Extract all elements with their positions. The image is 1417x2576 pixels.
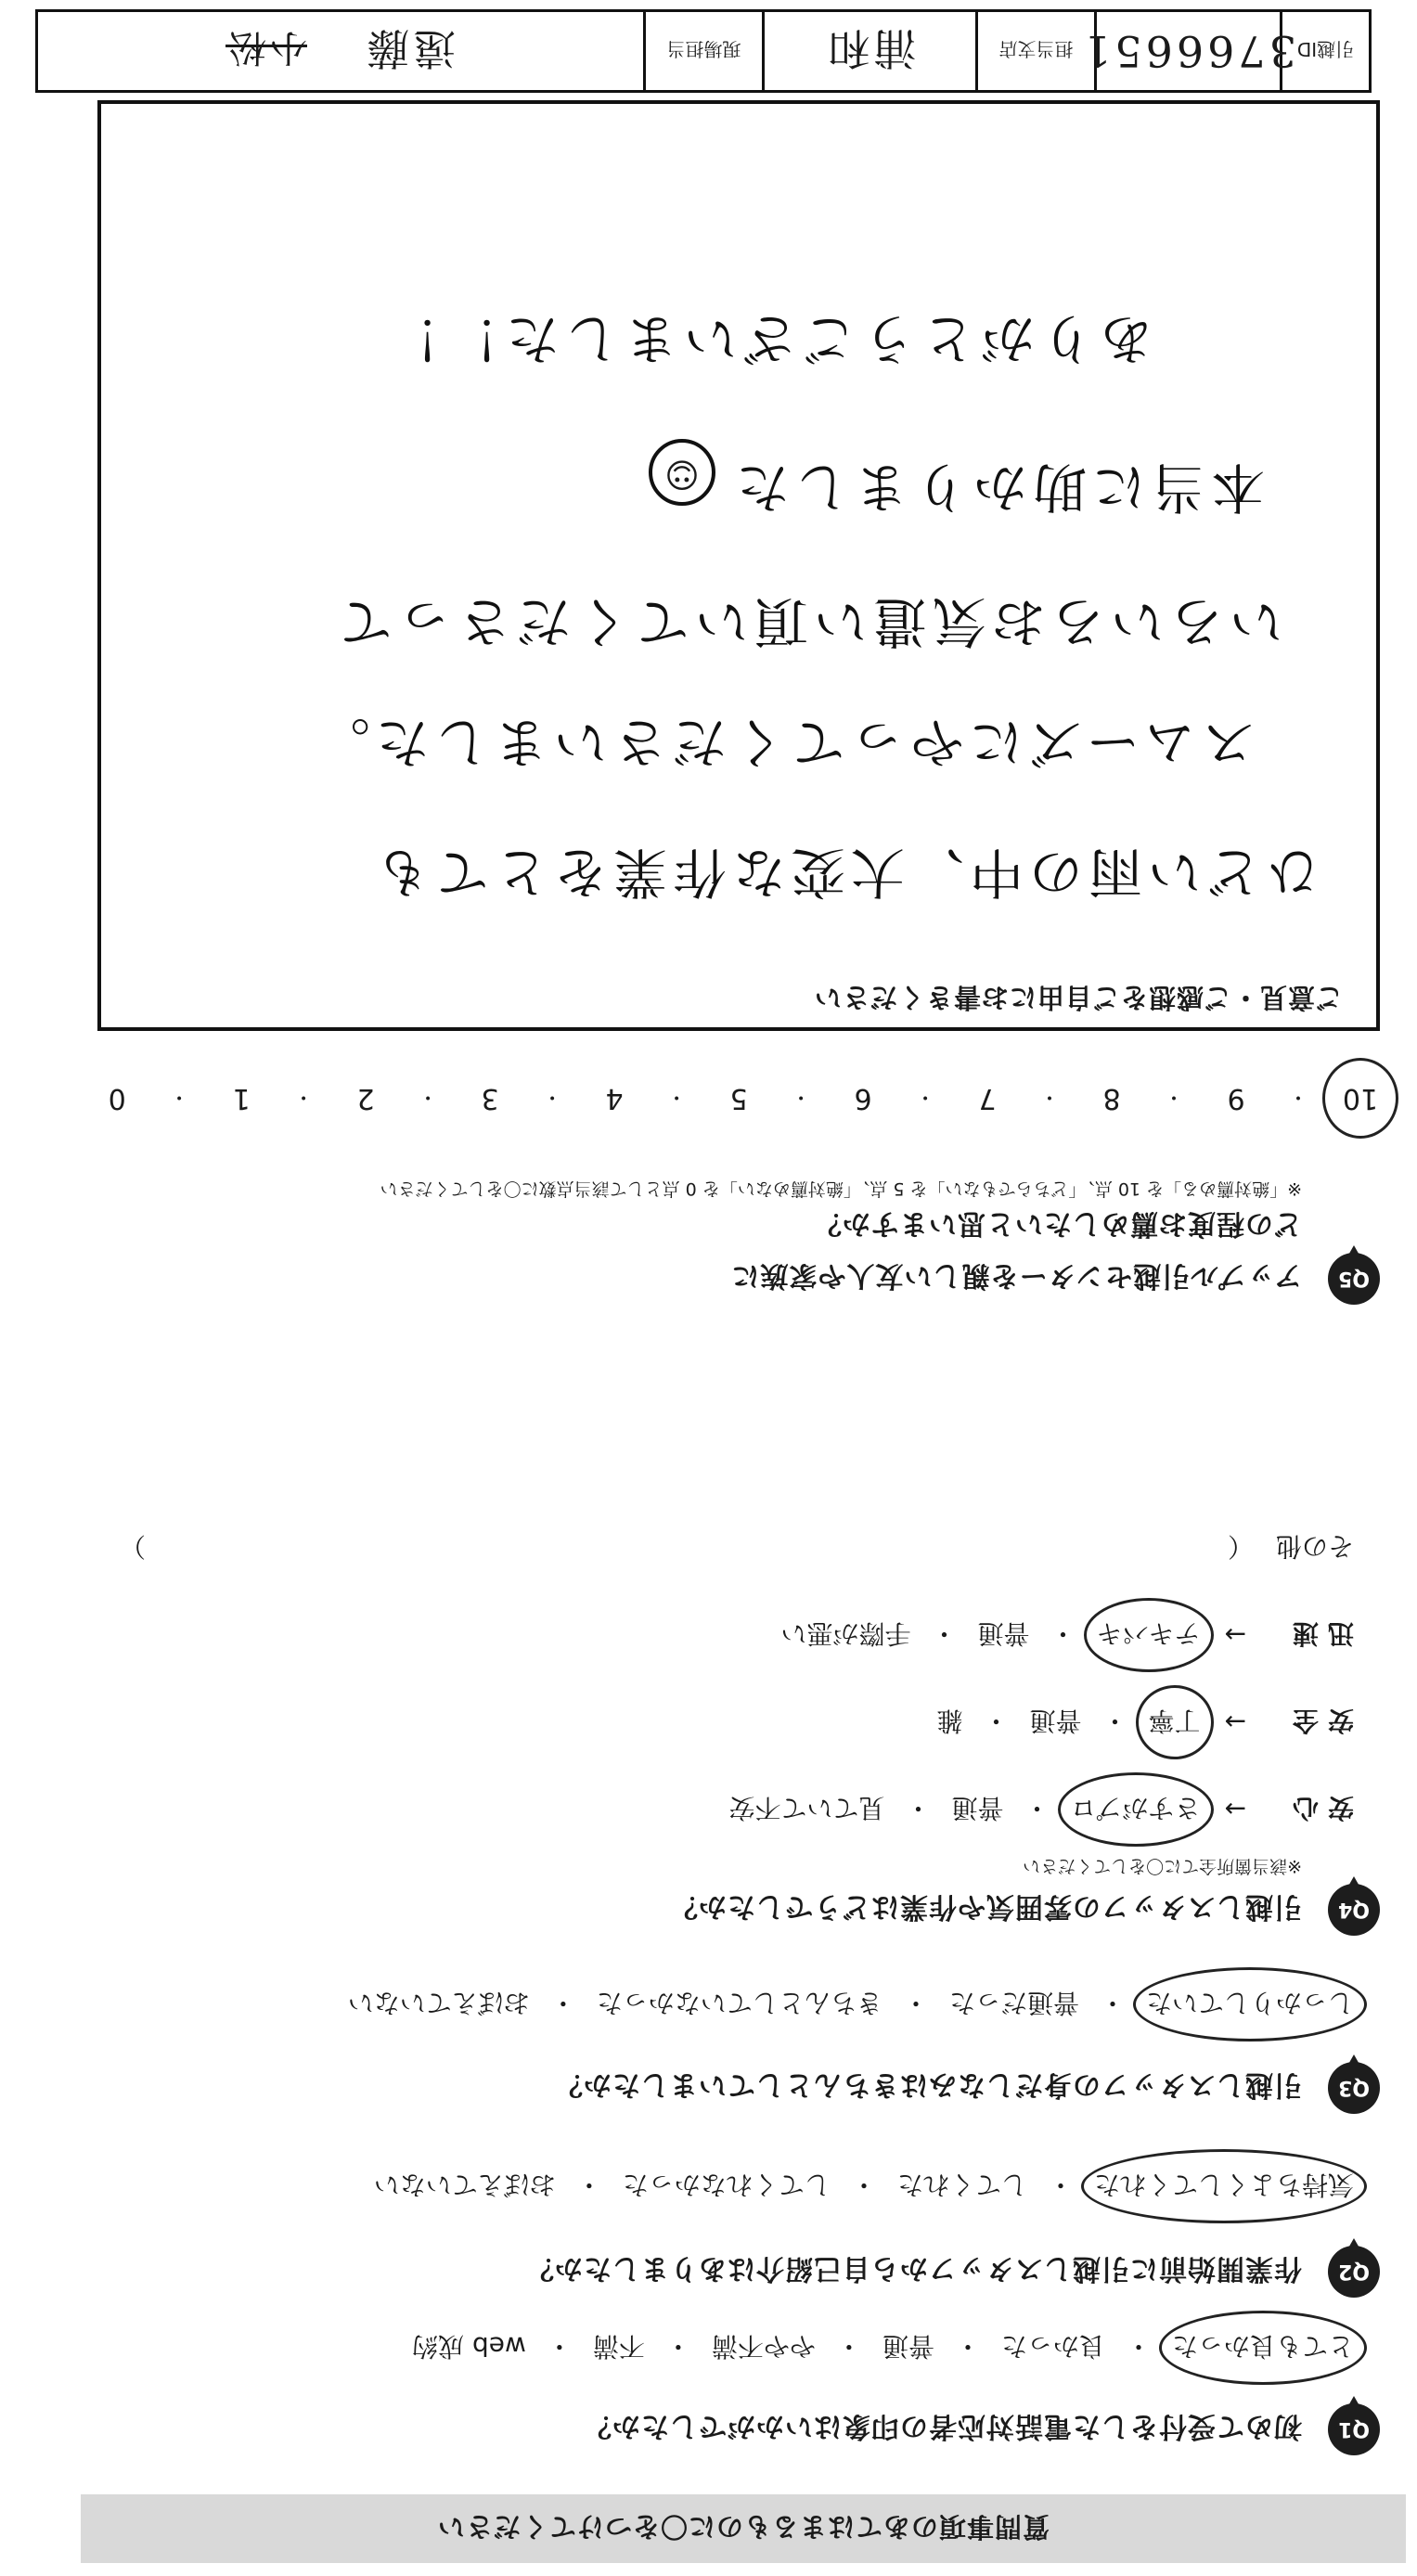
- q1-text: 初めて受付をした電話対応者の印象はいかがでしたか？: [583, 2410, 1302, 2442]
- arrow-right-icon: →: [1224, 1707, 1246, 1738]
- q5-score-0[interactable]: 0: [108, 1082, 126, 1114]
- q4-row-label: 安心: [1282, 1793, 1354, 1823]
- leader-value-cell: [38, 12, 643, 90]
- q4-option-efficient[interactable]: テキパキ: [1097, 1616, 1201, 1654]
- q5-badge: Q5: [1328, 1253, 1380, 1305]
- q4-badge: Q4: [1328, 1884, 1380, 1936]
- question-1: [583, 2403, 1380, 2455]
- q5-text-line1: アップル引越センターを親しい友人や家族に: [730, 1259, 1302, 1292]
- q3-badge: Q3: [1328, 2062, 1380, 2114]
- smile-face-icon: ☺: [649, 440, 715, 507]
- leader-label-cell: [643, 12, 762, 90]
- question-4: [669, 1855, 1380, 1936]
- id-value-cell: [1080, 12, 1296, 90]
- q4-row-safety: 安全 → 丁寧 ・ 普通 ・ 雑: [936, 1704, 1354, 1741]
- q2-badge: Q2: [1328, 2246, 1380, 2298]
- comment-line-4: 本当に助かりました: [729, 456, 1265, 519]
- q3-options: しっかりしていた ・ 普通だった ・ きちんとしていなかった ・ おぼえていない: [348, 1986, 1354, 2023]
- instruction-bar: [81, 2494, 1406, 2563]
- q5-score-2[interactable]: 2: [356, 1082, 375, 1114]
- q4-other-open: （: [1227, 1531, 1254, 1562]
- q2-option-not-remember[interactable]: おぼえていない: [373, 2170, 556, 2200]
- q3-option-not-neat[interactable]: きちんとしていなかった: [596, 1988, 882, 2018]
- q3-option-neat[interactable]: しっかりしていた: [1146, 1986, 1354, 2023]
- q4-option-professional[interactable]: さすがプロ: [1071, 1791, 1201, 1828]
- leader-crossed-value: 小松: [225, 26, 307, 70]
- arrow-right-icon: →: [1224, 1794, 1246, 1825]
- id-label: 引越ID: [1296, 38, 1355, 61]
- q3-option-not-remember[interactable]: おぼえていない: [347, 1988, 530, 2018]
- q2-options: 気持ちよくしてくれた ・ してくれた ・ してくれなかった ・ おぼえていない: [374, 2168, 1354, 2205]
- q2-text: 作業開始前に引越しスタッフから自己紹介はありましたか？: [525, 2252, 1302, 2285]
- q1-badge: Q1: [1328, 2403, 1380, 2455]
- q4-row-reassurance: 安心 → さすがプロ ・ 普通 ・ 見ていて不安: [728, 1791, 1354, 1828]
- comment-line-2: スムーズにやってくださいました。: [310, 711, 1256, 774]
- q1-option-normal[interactable]: 普通: [882, 2331, 934, 2362]
- q5-score-6[interactable]: 6: [854, 1082, 872, 1114]
- q4-option-normal[interactable]: 普通: [1029, 1706, 1082, 1736]
- q5-scale: 10 ・ 9 ・ 8 ・ 7 ・ 6 ・ 5 ・ 4 ・ 3 ・ 2 ・ 1 ・ 0: [94, 1082, 1384, 1114]
- comment-title: ご意見・ご感想をご自由にお書きください: [813, 982, 1343, 1013]
- branch-label: 担当支店: [998, 38, 1074, 61]
- q1-options: とても良かった ・ 良かった ・ 普通 ・ やや不満 ・ 不満 ・ web 成約: [412, 2329, 1354, 2366]
- q4-note: ※該当箇所全てに〇をしてください: [1023, 1856, 1302, 1876]
- q1-option-very-good[interactable]: とても良かった: [1172, 2329, 1354, 2366]
- q4-other-field[interactable]: [120, 1529, 1354, 1566]
- comment-line-4-wrap: [649, 440, 1265, 532]
- leader-label: 現場担当: [666, 38, 741, 61]
- q5-score-7[interactable]: 7: [978, 1082, 997, 1114]
- q5-score-8[interactable]: 8: [1102, 1082, 1121, 1114]
- q5-score-5[interactable]: 5: [729, 1082, 748, 1114]
- q5-score-1[interactable]: 1: [232, 1082, 251, 1114]
- branch-value: 浦和: [823, 23, 917, 73]
- q5-text-line2: どの程度お薦めしたいと思いますか？: [813, 1207, 1302, 1240]
- q2-option-did-not[interactable]: してくれなかった: [622, 2170, 831, 2200]
- q4-option-clumsy[interactable]: 手際が悪い: [780, 1618, 911, 1649]
- comment-line-1: ひどい雨の中、大変な作業をとても: [369, 841, 1320, 904]
- id-value: 3766651: [1080, 26, 1296, 76]
- question-3: [554, 2062, 1380, 2114]
- q4-row-label: 迅速: [1282, 1618, 1354, 1649]
- q5-score-9[interactable]: 9: [1227, 1082, 1245, 1114]
- q4-option-rough[interactable]: 雑: [936, 1706, 963, 1736]
- q3-text: 引越しスタッフの身だしなみはきちんとしていましたか？: [554, 2068, 1302, 2101]
- instruction-text: 質問事項のあてはまるものに〇をつけてください: [437, 2511, 1050, 2544]
- arrow-right-icon: →: [1224, 1619, 1246, 1651]
- q5-score-3[interactable]: 3: [481, 1082, 499, 1114]
- q4-option-anxious[interactable]: 見ていて不安: [728, 1793, 885, 1823]
- q4-option-normal[interactable]: 普通: [977, 1618, 1030, 1649]
- q5-note: ※「絶対薦める」を 10 点、「どちらでもない」を 5 点、「絶対薦めない」を 0 点として該当点数に〇をしてください: [380, 1179, 1302, 1199]
- comment-line-5: ありがとうございました！！: [380, 307, 1153, 370]
- q4-option-careful[interactable]: 丁寧: [1149, 1704, 1201, 1741]
- branch-value-cell: [762, 12, 975, 90]
- q1-option-slightly-dissatisfied[interactable]: やや不満: [711, 2331, 816, 2362]
- q5-score-10[interactable]: 10: [1337, 1082, 1384, 1114]
- q4-text: 引越しスタッフの雰囲気や作業はどうでしたか？: [669, 1890, 1302, 1923]
- q1-option-dissatisfied[interactable]: 不満: [592, 2331, 645, 2362]
- id-table: [35, 9, 1372, 93]
- question-5: [380, 1178, 1380, 1305]
- q4-row-label: 安全: [1282, 1706, 1354, 1736]
- question-2: [525, 2246, 1380, 2298]
- comment-box[interactable]: [97, 100, 1380, 1031]
- q4-row-speed: 迅速 → テキパキ ・ 普通 ・ 手際が悪い: [780, 1616, 1354, 1654]
- q4-other-label: その他: [1275, 1531, 1354, 1562]
- q1-option-good[interactable]: 良かった: [1000, 2331, 1105, 2362]
- q2-option-did[interactable]: してくれた: [896, 2170, 1027, 2200]
- q1-option-web[interactable]: web 成約: [412, 2331, 526, 2362]
- q2-option-pleasant[interactable]: 気持ちよくしてくれた: [1094, 2168, 1354, 2205]
- q4-option-normal[interactable]: 普通: [951, 1793, 1004, 1823]
- q5-score-4[interactable]: 4: [605, 1082, 624, 1114]
- comment-line-3: いろいろお気遣い頂いてくださって: [332, 590, 1283, 653]
- branch-label-cell: [975, 12, 1094, 90]
- leader-value: 遠藤: [363, 23, 456, 73]
- q4-other-close: ）: [120, 1531, 147, 1562]
- q3-option-normal[interactable]: 普通だった: [948, 1988, 1079, 2018]
